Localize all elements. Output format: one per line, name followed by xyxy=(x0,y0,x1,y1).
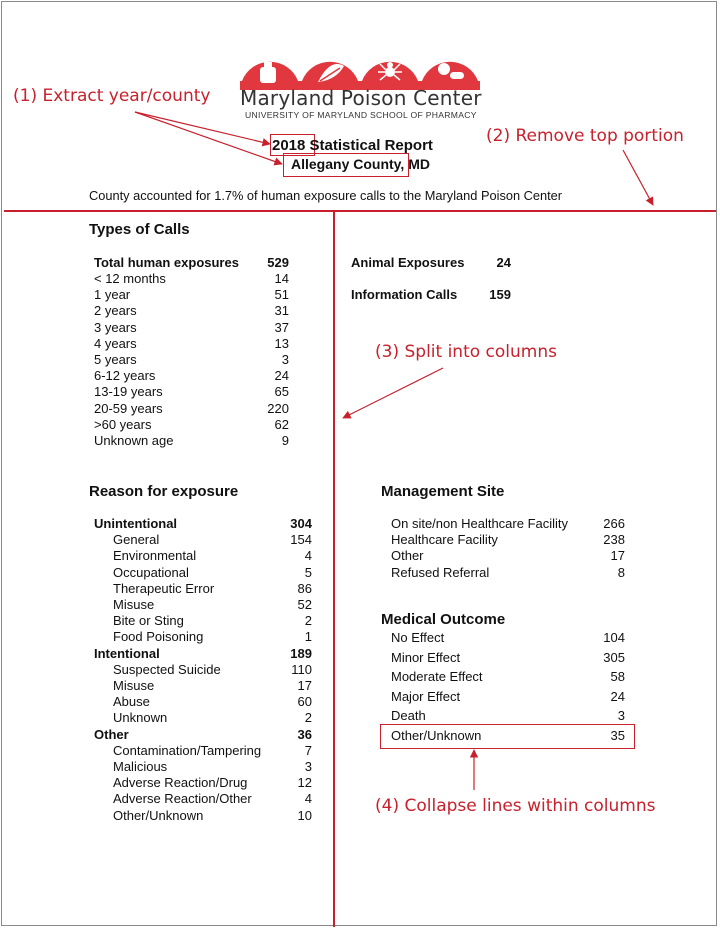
row-label: Adverse Reaction/Drug xyxy=(113,775,248,791)
list-item xyxy=(94,532,312,548)
row-value: 2 xyxy=(304,710,312,726)
row-value: 266 xyxy=(603,516,625,531)
row-label: Misuse xyxy=(113,597,155,612)
report-year: 2018 xyxy=(272,137,306,154)
row-value: 304 xyxy=(290,516,312,531)
row-value: 3 xyxy=(281,352,289,367)
list-item xyxy=(94,401,289,417)
list-item xyxy=(391,708,625,724)
row-value: 65 xyxy=(274,384,289,400)
row-label: 3 years xyxy=(94,319,137,335)
row-label: Unknown age xyxy=(94,433,174,448)
types-of-calls-title: Types of Calls xyxy=(89,221,190,238)
list-item xyxy=(94,548,312,564)
list-item xyxy=(94,791,312,807)
row-label: Information Calls xyxy=(351,287,458,302)
row-label: Environmental xyxy=(113,548,197,564)
row-label: Refused Referral xyxy=(391,564,490,580)
row-label: Therapeutic Error xyxy=(113,580,215,596)
row-value: 189 xyxy=(290,645,312,661)
row-label: No Effect xyxy=(391,630,445,645)
row-value: 4 xyxy=(304,548,312,564)
list-item xyxy=(391,689,625,705)
list-item xyxy=(391,630,625,646)
list-item xyxy=(391,650,625,666)
row-label: Malicious xyxy=(113,759,168,774)
row-label: < 12 months xyxy=(94,271,166,286)
row-value: 86 xyxy=(297,580,312,596)
row-label: >60 years xyxy=(94,416,152,432)
row-label: Unintentional xyxy=(94,516,178,531)
list-item xyxy=(94,565,312,581)
row-value: 154 xyxy=(290,532,312,548)
row-value: 24 xyxy=(496,255,511,270)
row-value: 8 xyxy=(617,564,625,580)
animal-exposures-row xyxy=(351,255,511,271)
row-value: 10 xyxy=(297,807,312,823)
row-value: 305 xyxy=(603,649,625,665)
list-item xyxy=(94,417,289,433)
row-label: Animal Exposures xyxy=(351,255,465,270)
row-label: Other xyxy=(94,726,129,742)
row-label: 6-12 years xyxy=(94,368,156,384)
row-value: 12 xyxy=(297,775,312,791)
row-value: 5 xyxy=(304,564,312,580)
list-item xyxy=(94,384,289,400)
row-label: Misuse xyxy=(113,678,155,693)
list-item xyxy=(94,581,312,597)
list-item xyxy=(94,303,289,319)
row-label: 4 years xyxy=(94,335,137,351)
logo-title: Maryland Poison Center xyxy=(240,86,482,110)
row-value: 529 xyxy=(267,255,289,270)
row-label: Occupational xyxy=(113,564,189,580)
row-value: 52 xyxy=(297,597,312,612)
row-label: Contamination/Tampering xyxy=(113,742,262,758)
row-label: Moderate Effect xyxy=(391,669,483,684)
row-label: Adverse Reaction/Other xyxy=(113,791,252,807)
total-human-exposures-row xyxy=(94,255,289,271)
annotation-extract: (1) Extract year/county xyxy=(13,86,211,106)
row-label: Other/Unknown xyxy=(113,807,204,823)
list-item xyxy=(94,368,289,384)
list-item xyxy=(391,669,625,685)
row-label: 13-19 years xyxy=(94,384,163,400)
row-value: 31 xyxy=(274,303,289,319)
management-site-title: Management Site xyxy=(381,483,505,500)
row-label: Abuse xyxy=(113,694,150,710)
list-item xyxy=(94,646,312,662)
row-value: 14 xyxy=(274,271,289,286)
row-value: 13 xyxy=(274,335,289,351)
row-label: Food Poisoning xyxy=(113,629,204,645)
row-label: 1 year xyxy=(94,287,131,303)
list-item xyxy=(94,727,312,743)
horizontal-divider xyxy=(4,210,716,212)
list-item xyxy=(94,287,289,303)
row-value: 3 xyxy=(304,759,312,774)
row-label: Total human exposures xyxy=(94,255,239,270)
row-label: Other/Unknown xyxy=(391,727,482,743)
row-value: 37 xyxy=(274,319,289,335)
row-value: 4 xyxy=(304,791,312,807)
report-title-text: Statistical Report xyxy=(309,137,433,154)
list-item xyxy=(94,352,289,368)
report-title xyxy=(272,137,433,154)
list-item xyxy=(391,532,625,548)
row-value: 17 xyxy=(297,678,312,693)
list-item xyxy=(94,759,312,775)
list-item xyxy=(391,516,625,532)
reason-for-exposure-title: Reason for exposure xyxy=(89,483,239,500)
row-label: Healthcare Facility xyxy=(391,532,498,548)
list-item xyxy=(94,320,289,336)
list-item xyxy=(94,629,312,645)
list-item xyxy=(94,516,312,532)
vertical-divider xyxy=(333,211,335,927)
row-value: 110 xyxy=(291,661,312,677)
row-label: General xyxy=(113,532,160,548)
row-value: 62 xyxy=(274,416,289,432)
row-label: Major Effect xyxy=(391,688,461,704)
annotation-collapse: (4) Collapse lines within columns xyxy=(375,796,656,816)
row-value: 238 xyxy=(603,532,625,548)
row-value: 7 xyxy=(304,742,312,758)
row-label: Suspected Suicide xyxy=(113,661,221,677)
row-value: 220 xyxy=(267,400,289,416)
row-value: 1 xyxy=(304,629,312,645)
row-label: Death xyxy=(391,708,426,723)
list-item xyxy=(94,433,289,449)
annotation-remove: (2) Remove top portion xyxy=(486,126,684,146)
row-label: 2 years xyxy=(94,303,137,319)
row-value: 104 xyxy=(603,630,625,645)
list-item xyxy=(94,678,312,694)
row-value: 24 xyxy=(274,368,289,384)
list-item xyxy=(94,808,312,824)
information-calls-row xyxy=(351,287,511,303)
list-item xyxy=(94,597,312,613)
list-item xyxy=(94,613,312,629)
list-item xyxy=(391,728,625,744)
list-item xyxy=(94,710,312,726)
row-value: 2 xyxy=(304,613,312,629)
medical-outcome-title: Medical Outcome xyxy=(381,611,506,628)
row-value: 35 xyxy=(610,727,625,743)
row-label: Other xyxy=(391,548,424,564)
county-name: Allegany County, MD xyxy=(291,156,430,172)
list-item xyxy=(94,662,312,678)
annotation-split: (3) Split into columns xyxy=(375,342,557,362)
row-value: 51 xyxy=(274,287,289,303)
logo-subtitle: UNIVERSITY OF MARYLAND SCHOOL OF PHARMACY xyxy=(245,110,477,120)
row-label: 5 years xyxy=(94,352,137,367)
row-value: 36 xyxy=(297,726,312,742)
list-item xyxy=(94,336,289,352)
summary-text: County accounted for 1.7% of human exposure calls to the Maryland Poison Center xyxy=(89,188,563,203)
row-label: Bite or Sting xyxy=(113,613,184,629)
row-value: 9 xyxy=(281,433,289,448)
row-label: 20-59 years xyxy=(94,400,163,416)
row-label: Intentional xyxy=(94,645,160,661)
row-value: 3 xyxy=(617,708,625,723)
row-label: Unknown xyxy=(113,710,168,726)
row-value: 60 xyxy=(297,694,312,710)
row-label: On site/non Healthcare Facility xyxy=(391,516,569,531)
list-item xyxy=(391,565,625,581)
row-value: 24 xyxy=(610,688,625,704)
list-item xyxy=(94,743,312,759)
row-value: 58 xyxy=(610,669,625,684)
list-item xyxy=(391,548,625,564)
row-value: 17 xyxy=(610,548,625,564)
list-item xyxy=(94,694,312,710)
list-item xyxy=(94,775,312,791)
row-label: Minor Effect xyxy=(391,649,461,665)
list-item xyxy=(94,271,289,287)
row-value: 159 xyxy=(489,287,511,302)
